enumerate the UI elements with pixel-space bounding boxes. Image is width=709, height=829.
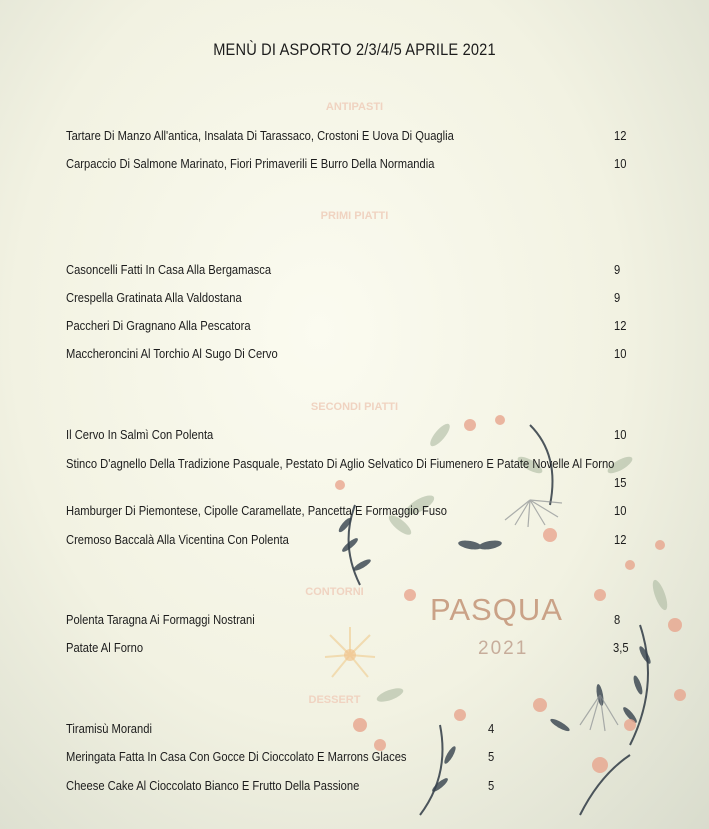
menu-item-name: Cheese Cake Al Cioccolato Bianco E Frutto Della Passione	[66, 778, 360, 793]
section-primi-piatti: PRIMI PIATTI	[320, 210, 389, 222]
menu-item-name: Casoncelli Fatti In Casa Alla Bergamasca	[66, 262, 272, 277]
menu-item-price: 10	[614, 503, 627, 518]
menu-item-name: Tiramisù Morandi	[66, 721, 152, 736]
menu-item-name: Tartare Di Manzo All'antica, Insalata Di Tarassaco, Crostoni E Uova Di Quaglia	[66, 128, 454, 143]
menu-item-price: 12	[614, 128, 627, 143]
menu-item-price: 5	[488, 749, 495, 764]
menu-item-name: Maccheroncini Al Torchio Al Sugo Di Cervo	[66, 346, 278, 361]
pasqua-decoration-year: 2021	[478, 638, 529, 659]
menu-item-name: Meringata Fatta In Casa Con Gocce Di Cioccolato E Marrons Glaces	[66, 749, 407, 764]
menu-item-name: Il Cervo In Salmì Con Polenta	[66, 427, 214, 442]
menu-item-name: Cremoso Baccalà Alla Vicentina Con Polenta	[66, 532, 289, 547]
menu-item-price: 12	[614, 318, 627, 333]
menu-item-price: 10	[614, 156, 627, 171]
menu-item-price: 15	[614, 475, 627, 490]
section-dessert: DESSERT	[308, 694, 361, 706]
menu-item-price: 8	[614, 612, 621, 627]
menu-item-name: Patate Al Forno	[66, 640, 144, 655]
menu-item-name: Carpaccio Di Salmone Marinato, Fiori Primaverili E Burro Della Normandia	[66, 156, 435, 171]
menu-item-name: Polenta Taragna Ai Formaggi Nostrani	[66, 612, 255, 627]
menu-item-price: 3,5	[613, 640, 629, 655]
section-antipasti: ANTIPASTI	[325, 101, 384, 113]
section-contorni: CONTORNI	[305, 586, 364, 598]
menu-title: MENÙ DI ASPORTO 2/3/4/5 APRILE 2021	[213, 40, 496, 59]
pasqua-decoration-text: PASQUA	[430, 592, 563, 627]
menu-item-name: Paccheri Di Gragnano Alla Pescatora	[66, 318, 251, 333]
menu-item-price: 9	[614, 290, 621, 305]
menu-item-name: Hamburger Di Piemontese, Cipolle Caramellate, Pancetta E Formaggio Fuso	[66, 503, 447, 518]
menu-item-price: 10	[614, 346, 627, 361]
menu-item-price: 10	[614, 427, 627, 442]
section-secondi-piatti: SECONDI PIATTI	[310, 401, 399, 413]
menu-item-name: Stinco D'agnello Della Tradizione Pasquale, Pestato Di Aglio Selvatico Di Fiumenero E Patate Novelle Al Forno	[66, 456, 615, 471]
menu-item-price: 4	[488, 721, 495, 736]
menu-item-price: 5	[488, 778, 495, 793]
menu-item-name: Crespella Gratinata Alla Valdostana	[66, 290, 242, 305]
menu-item-price: 9	[614, 262, 621, 277]
menu-item-price: 12	[614, 532, 627, 547]
